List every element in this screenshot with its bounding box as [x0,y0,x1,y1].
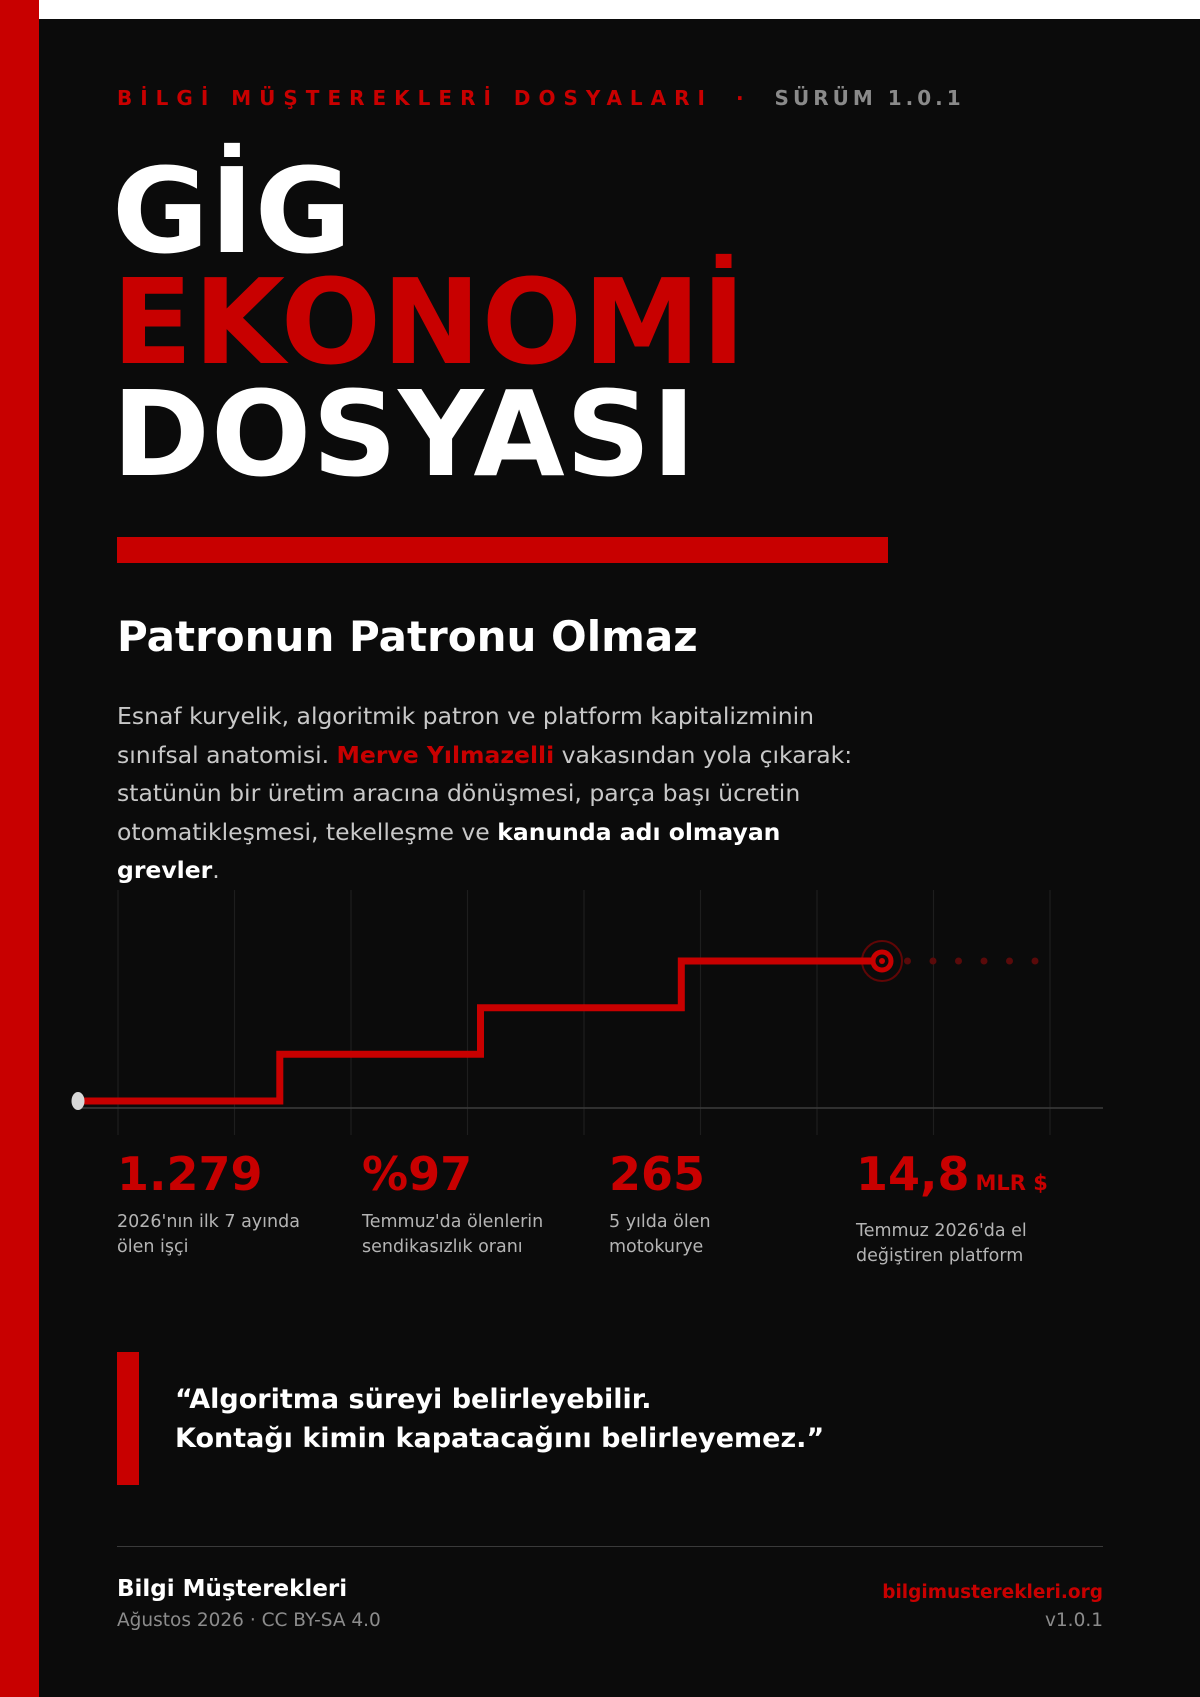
series-separator: · [735,86,744,110]
series-trailing-dot [981,958,988,965]
chart-series [72,941,1039,1110]
title-line-1: GİG [112,142,353,280]
series-version: SÜRÜM 1.0.1 [774,86,965,110]
left-accent-strip [0,0,39,1697]
footer-org-name: Bilgi Müşterekleri [117,1576,348,1602]
step-line-chart [39,890,1200,1140]
lead-text-2: vakasından yola çıkarak: statünün bir üretim aracına dönüşmesi, parça başı ücretin otomatikleşmesi, tekelleşme ve [117,740,853,846]
series-trailing-dot [930,958,937,965]
lead-text-3: . [212,856,220,884]
footer-version: v1.0.1 [1044,1610,1103,1631]
stat-value [856,1148,1056,1209]
series-trailing-dot [955,958,962,965]
stat-number: 14,8 [856,1147,970,1201]
series-trailing-dot [904,958,911,965]
stat-unit: MLR $ [975,1171,1048,1195]
stat-label: 5 yılda ölen motokurye [609,1212,711,1257]
stat-number: %97 [362,1147,473,1201]
stat-item [609,1148,759,1259]
series-trailing-dot [1006,958,1013,965]
footer-url-link[interactable]: bilgimusterekleri.org [882,1582,1103,1603]
footer-meta: Ağustos 2026 · CC BY-SA 4.0 [117,1610,381,1631]
quote-line-2: Kontağı kimin kapatacağını belirleyemez.” [175,1423,825,1454]
series-name: BİLGİ MÜŞTEREKLERİ DOSYALARI [117,86,713,110]
stat-value [362,1148,562,1200]
stat-label: 2026'nın ilk 7 ayında ölen işçi [117,1212,300,1257]
subtitle: Patronun Patronu Olmaz [117,612,698,661]
stat-value [117,1148,317,1200]
title-line-3: DOSYASI [112,365,697,503]
stat-item [856,1148,1056,1268]
lead-highlight-name: Merve Yılmazelli [336,740,555,769]
stat-item [117,1148,317,1259]
lead-paragraph [117,697,877,890]
quote-accent-bar [117,1352,139,1485]
series-step-line [79,961,882,1101]
stat-value [609,1148,759,1200]
stat-label: Temmuz 2026'da el değiştiren platform [856,1221,1027,1266]
lead-text-1: Esnaf kuryelik, algoritmik patron ve platform kapitalizminin sınıfsal anatomisi. [117,702,815,769]
stat-number: 265 [609,1147,706,1201]
lead-strong-text: kanunda adı olmayan grevler [117,817,781,884]
series-end-core [879,958,885,964]
pull-quote [175,1380,1075,1458]
stat-item [362,1148,562,1259]
stat-number: 1.279 [117,1147,263,1201]
series-start-point [72,1092,85,1110]
quote-line-1: “Algoritma süreyi belirleyebilir. [175,1384,652,1415]
series-trailing-dot [1032,958,1039,965]
title-underline-bar [117,537,888,563]
stat-label: Temmuz'da ölenlerin sendikasızlık oranı [362,1212,544,1257]
footer-divider [117,1546,1103,1547]
title-line-2: EKONOMİ [112,253,747,391]
series-header [117,86,965,110]
